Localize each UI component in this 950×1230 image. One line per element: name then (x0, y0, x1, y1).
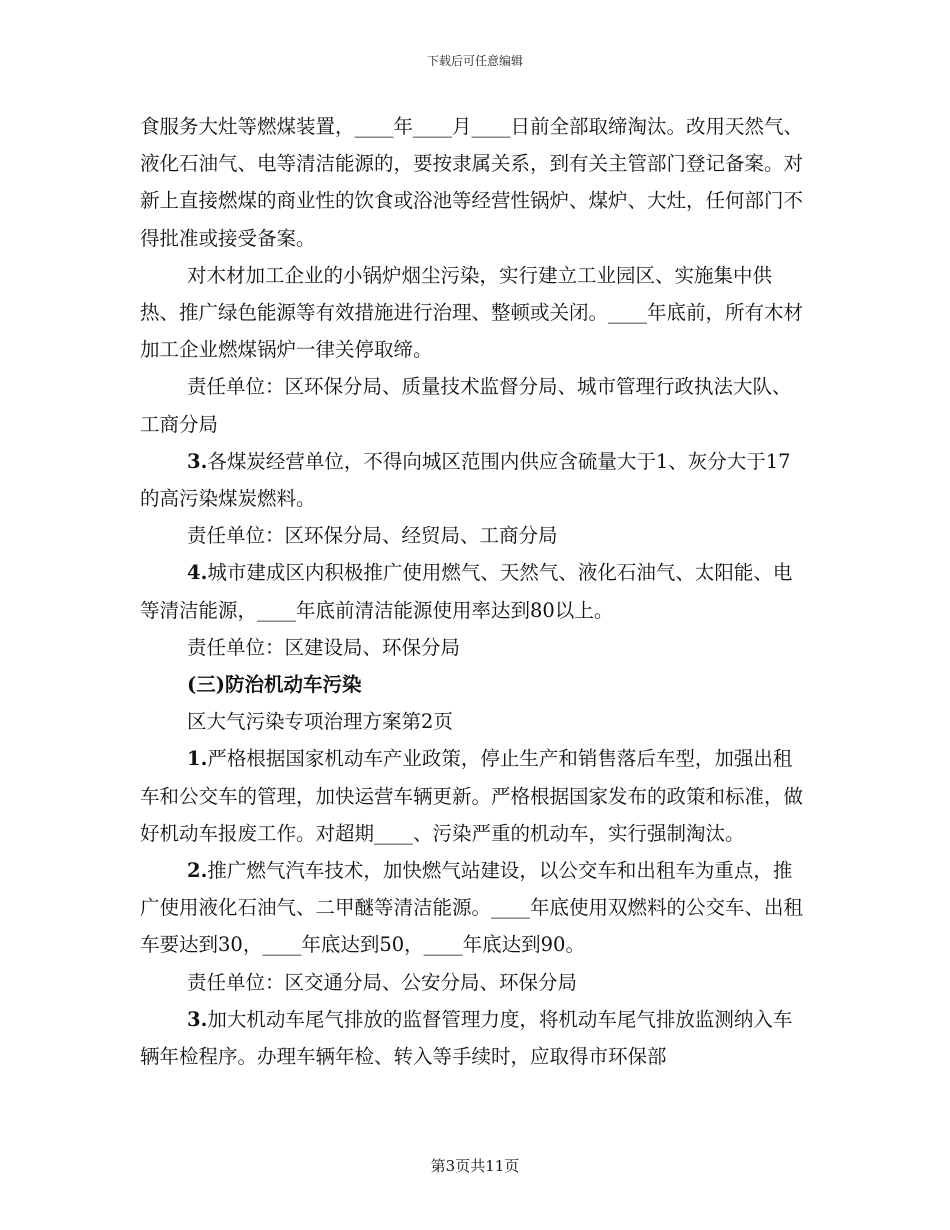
item-number: 2. (187, 859, 208, 883)
item-number: 3. (187, 1007, 208, 1031)
item-number: 4. (187, 561, 208, 585)
paragraph-text: 责任单位：区环保分局、经贸局、工商分局 (187, 524, 558, 548)
paragraph-text: 各煤炭经营单位，不得向城区范围内供应含硫量大于1、灰分大于17的高污染煤炭燃料。 (140, 449, 791, 511)
document-body (140, 108, 808, 1075)
item-number: 3. (187, 449, 208, 473)
numbered-item (140, 740, 808, 852)
responsible-units (140, 629, 808, 666)
paragraph-text: 食服务大灶等燃煤装置，____年____月____日前全部取缔淘汰。改用天然气、液化石油气、电等清洁能源的，要按隶属关系，到有关主管部门登记备案。对新上直接燃煤的商业性的饮食或浴池等经营性锅炉、煤炉、大灶，任何部门不得批准或接受备案。 (140, 115, 804, 250)
numbered-item (140, 443, 808, 517)
paragraph-text: 加大机动车尾气排放的监督管理力度，将机动车尾气排放监测纳入车辆年检程序。办理车辆年检、转入等手续时，应取得市环保部 (140, 1007, 793, 1069)
item-number: 1. (187, 747, 208, 771)
paragraph (140, 257, 808, 369)
paragraph-text: 推广燃气汽车技术，加快燃气站建设，以公交车和出租车为重点，推广使用液化石油气、二甲醚等清洁能源。____年底使用双燃料的公交车、出租车要达到30，____年底达到50，____年底达到90。 (140, 859, 804, 957)
paragraph-text: 责任单位：区建设局、环保分局 (187, 635, 461, 659)
paragraph-text: 区大气污染专项治理方案第2页 (187, 710, 453, 734)
paragraph-text: 对木材加工企业的小锅炉烟尘污染，实行建立工业园区、实施集中供热、推广绿色能源等有效措施进行治理、整顿或关闭。____年底前，所有木材加工企业燃煤锅炉一律关停取缔。 (140, 263, 804, 362)
paragraph (140, 108, 808, 257)
section-heading (140, 666, 808, 703)
responsible-units (140, 368, 808, 442)
page-header: 下载后可任意编辑 (426, 54, 523, 68)
paragraph-text: 责任单位：区环保分局、质量技术监督分局、城市管理行政执法大队、工商分局 (140, 375, 792, 436)
paragraph-text: 城市建成区内积极推广使用燃气、天然气、液化石油气、太阳能、电等清洁能源，____年底前清洁能源使用率达到80以上。 (140, 561, 793, 622)
heading-text: (三)防治机动车污染 (187, 673, 362, 697)
numbered-item (140, 852, 808, 964)
numbered-item (140, 554, 808, 628)
page-marker-line (140, 703, 808, 740)
numbered-item (140, 1001, 808, 1075)
page-footer: 第3页共11页 (430, 1157, 520, 1175)
paragraph-text: 严格根据国家机动车产业政策，停止生产和销售落后车型，加强出租车和公交车的管理，加快运营车辆更新。严格根据国家发布的政策和标准，做好机动车报废工作。对超期____、污染严重的机动车，实行强制淘汰。 (140, 747, 804, 845)
responsible-units (140, 964, 808, 1001)
paragraph-text: 责任单位：区交通分局、公安分局、环保分局 (187, 970, 578, 994)
responsible-units (140, 517, 808, 554)
